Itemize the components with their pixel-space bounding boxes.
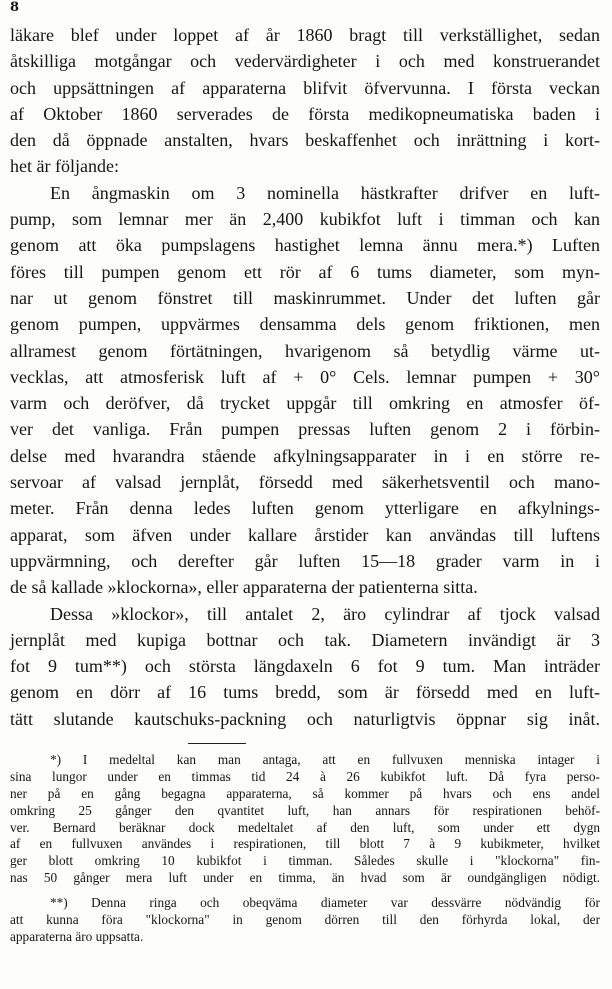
body-line: pump, som lemnar mer än 2,400 kubikfot luft i timman och kan — [10, 209, 600, 230]
body-line: delse med hvarandra stående afkylningsapparater in i en större re- — [10, 445, 600, 466]
body-line: meter. Från denna ledes luften genom ytterligare en afkylnings- — [10, 498, 600, 519]
footnote-line: af en fullvuxen användes i respirationen, till blott 7 à 9 kubikmeter, hvilket — [10, 836, 600, 852]
footnote-line: att kunna föra "klockorna" in genom dörren till den förhyrda lokal, der — [10, 912, 600, 928]
body-line: vecklas, att atmosferisk luft af + 0° Cels. lemnar pumpen + 30° — [10, 366, 600, 387]
body-line: apparat, som äfven under kallare årstider kan användas till luftens — [10, 524, 600, 545]
footnote-gap — [10, 887, 600, 895]
body-line: jernplåt med kupiga bottnar och tak. Diametern invändigt är 3 — [10, 629, 600, 650]
body-line: uppvärmning, och derefter går luften 15—18 grader varm in i — [10, 550, 600, 571]
body-line: de så kallade »klockorna», eller apparaterna der patienterna sitta. — [10, 577, 478, 598]
footnote-line: *) I medeltal kan man antaga, att en fullvuxen menniska intager i — [50, 752, 600, 767]
body-line: genom pumpen, uppvärmes densamma dels genom friktionen, men — [10, 314, 600, 335]
body-line: åtskilliga motgångar och vedervärdigheter i och med konstruerandet — [10, 51, 600, 72]
footnote-line: ger blott omkring 10 kubikfot i timman. Således skulle i "klockorna" fin- — [10, 853, 600, 869]
body-line: den då öppnade anstalten, hvars beskaffenhet och inrättning i kort- — [10, 130, 600, 151]
body-text — [10, 22, 600, 732]
body-line: och uppsättningen af apparaterna blifvit öfvervunna. I första veckan — [10, 77, 600, 98]
body-line: af Oktober 1860 serverades de första medikopneumatiska baden i — [10, 103, 600, 124]
body-line: varm och deröfver, då trycket uppgår till omkring en atmosfer öf- — [10, 393, 600, 414]
body-line: läkare blef under loppet af år 1860 bragt till verkställighet, sedan — [10, 25, 600, 45]
body-line: föres till pumpen genom ett rör af 6 tums diameter, som myn- — [10, 261, 600, 282]
body-line: nar ut genom fönstret till maskinrummet. Under det luften går — [10, 287, 600, 308]
footnote-separator-rule — [188, 743, 246, 744]
body-line: genom att öka pumpslagens hastighet lemna ännu mera.*) Luften — [10, 235, 600, 256]
body-line: tätt slutande kautschuks-packning och naturligtvis öppnar sig inåt. — [10, 708, 600, 729]
paragraph-start-line: En ångmaskin om 3 nominella hästkrafter drifver en luft- — [50, 182, 600, 203]
footnote-line: ner på en gång begagna apparaterna, så kommer på hvars och ens andel — [10, 785, 600, 801]
paragraph-start-line: Dessa »klockor», till antalet 2, äro cylindrar af tjock valsad — [50, 603, 600, 624]
footnote-line: omkring 25 gånger den qvantitet luft, han annars för respirationen behöf- — [10, 802, 600, 818]
body-line: genom en dörr af 16 tums bredd, som är försedd med en luft- — [10, 682, 600, 703]
footnote-line: apparaterna äro uppsatta. — [10, 928, 144, 944]
body-line: fot 9 tum**) och största längdaxeln 6 fot 9 tum. Man inträder — [10, 656, 600, 677]
footnote-line: ver. Bernard beräknar dock medeltalet af den luft, som under ett dygn — [10, 819, 600, 835]
footnotes-block — [10, 752, 600, 946]
footnote-line: **) Denna ringa och obeqväma diameter var dessvärre nödvändig för — [50, 895, 600, 911]
page-number: 8 — [10, 0, 20, 15]
body-line: ver det vanliga. Från pumpen pressas luften genom 2 i förbin- — [10, 419, 600, 440]
footnote-line: nas 50 gånger mera luft under en timma, än hvad som är oundgängligen nödigt. — [10, 870, 600, 886]
body-line: het är följande: — [10, 156, 119, 177]
body-line: allramest genom förtätningen, hvarigenom så betydlig värme ut- — [10, 340, 600, 361]
footnote-line: sina lungor under en timmas tid 24 à 26 kubikfot luft. Då fyra perso- — [10, 768, 600, 784]
body-line: servoar af valsad jernplåt, försedd med säkerhetsventil och mano- — [10, 472, 600, 493]
